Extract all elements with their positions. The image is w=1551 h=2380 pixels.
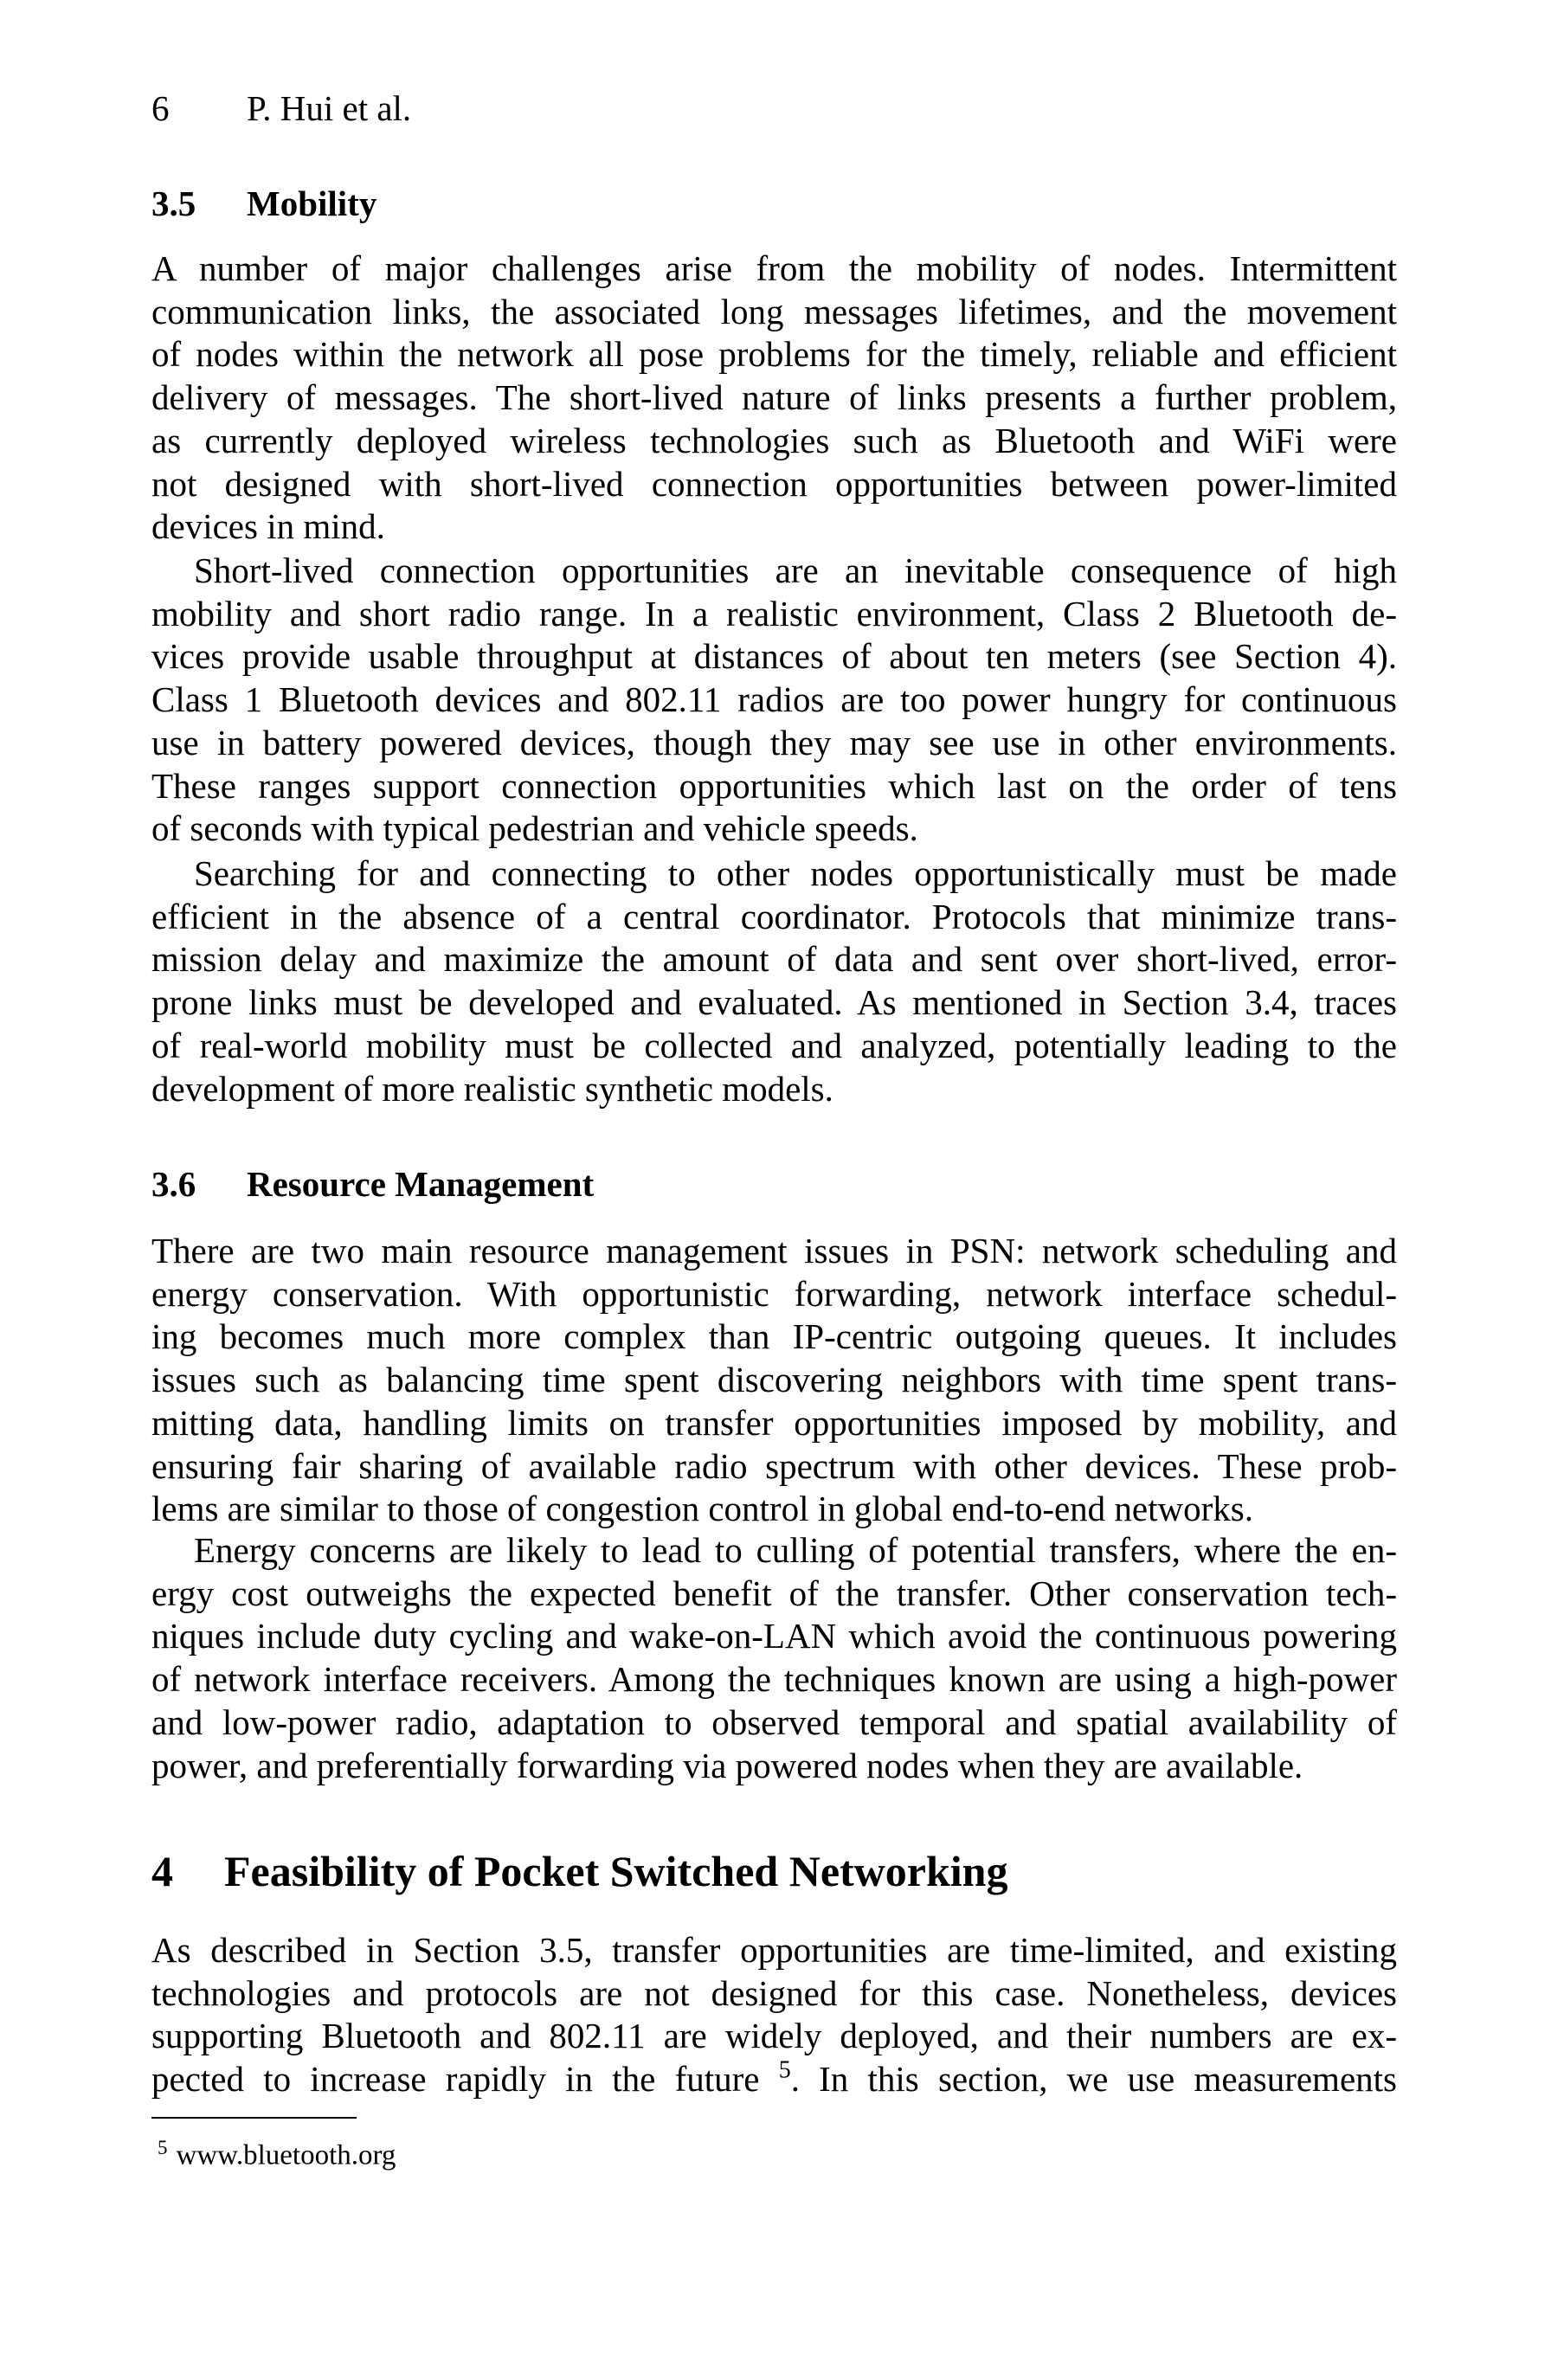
- paragraph-feasibility-1: [151, 1929, 1397, 2101]
- text-line: Searching for and connecting to other nodes opportunistically must be made: [194, 853, 1397, 893]
- section-title: Mobility: [247, 183, 377, 223]
- section-heading-3-6: [151, 1163, 595, 1206]
- text-line: energy conservation. With opportunistic forwarding, network interface schedul-: [151, 1273, 1397, 1314]
- text-line: [151, 2058, 1397, 2101]
- text-line: mission delay and maximize the amount of data and sent over short-lived, error-: [151, 939, 1397, 980]
- text-line: As described in Section 3.5, transfer opportunities are time-limited, and existing: [151, 1930, 1397, 1970]
- section-heading-3-5: [151, 183, 377, 226]
- footnote-reference[interactable]: 5: [778, 2056, 791, 2084]
- text-span: . In this section, we use measurements: [790, 2059, 1397, 2100]
- section-number: 4: [151, 1847, 173, 1895]
- text-line: lems are similar to those of congestion control in global end-to-end networks.: [151, 1489, 1253, 1529]
- text-line: ensuring fair sharing of available radio spectrum with other devices. These prob-: [151, 1445, 1397, 1486]
- text-line: use in battery powered devices, though they may see use in other environments.: [151, 722, 1397, 762]
- text-line: of network interface receivers. Among the techniques known are using a high-power: [151, 1659, 1397, 1700]
- paragraph-mobility-1: [151, 248, 1397, 549]
- paragraph-mobility-3: [151, 852, 1397, 1110]
- section-title: Resource Management: [247, 1164, 595, 1204]
- paragraph-resource-1: [151, 1230, 1397, 1531]
- text-line: communication links, the associated long messages lifetimes, and the movement: [151, 291, 1397, 331]
- text-line: of seconds with typical pedestrian and vehicle speeds.: [151, 808, 918, 849]
- text-line: technologies and protocols are not designed for this case. Nonetheless, devices: [151, 1972, 1397, 2013]
- text-line: issues such as balancing time spent discovering neighbors with time spent trans-: [151, 1360, 1397, 1400]
- text-line: Short-lived connection opportunities are an inevitable consequence of high: [194, 550, 1397, 590]
- text-line: vices provide usable throughput at distances of about ten meters (see Section 4).: [151, 636, 1397, 677]
- text-line: mobility and short radio range. In a realistic environment, Class 2 Bluetooth de-: [151, 593, 1397, 634]
- footnote-mark: 5: [158, 2137, 168, 2158]
- text-line: and low-power radio, adaptation to observed temporal and spatial availability of: [151, 1701, 1397, 1742]
- text-line: mitting data, handling limits on transfer opportunities imposed by mobility, and: [151, 1402, 1397, 1443]
- section-title: Feasibility of Pocket Switched Networking: [224, 1847, 1008, 1895]
- section-number: 3.5: [151, 183, 196, 223]
- section-number: 3.6: [151, 1164, 196, 1204]
- text-line: supporting Bluetooth and 802.11 are widely deployed, and their numbers are ex-: [151, 2016, 1397, 2056]
- footnote: [158, 2131, 396, 2173]
- running-header: [151, 87, 412, 131]
- footnote-rule: [151, 2117, 357, 2119]
- text-line: Energy concerns are likely to lead to culling of potential transfers, where the en-: [194, 1530, 1397, 1570]
- text-span: pected to increase rapidly in the future: [151, 2059, 779, 2100]
- text-line: prone links must be developed and evaluated. As mentioned in Section 3.4, traces: [151, 982, 1397, 1023]
- text-line: There are two main resource management issues in PSN: network scheduling and: [151, 1231, 1397, 1270]
- section-heading-4: [151, 1845, 1008, 1897]
- text-line: niques include duty cycling and wake-on-LAN which avoid the continuous powering: [151, 1616, 1397, 1656]
- text-line: These ranges support connection opportunities which last on the order of tens: [151, 765, 1397, 806]
- text-line: A number of major challenges arise from the mobility of nodes. Intermittent: [151, 248, 1397, 288]
- text-line: delivery of messages. The short-lived nature of links presents a further problem,: [151, 377, 1397, 418]
- footnote-text[interactable]: www.bluetooth.org: [176, 2139, 396, 2171]
- text-line: as currently deployed wireless technologies such as Bluetooth and WiFi were: [151, 420, 1397, 460]
- page-number: 6: [151, 88, 170, 128]
- text-line: of nodes within the network all pose problems for the timely, reliable and efficient: [151, 334, 1397, 375]
- text-line: ergy cost outweighs the expected benefit of the transfer. Other conservation tech-: [151, 1573, 1397, 1613]
- text-line: power, and preferentially forwarding via powered nodes when they are available.: [151, 1745, 1303, 1785]
- text-line: efficient in the absence of a central coordinator. Protocols that minimize trans-: [151, 896, 1397, 936]
- paragraph-mobility-2: [151, 550, 1397, 851]
- paragraph-resource-2: [151, 1529, 1397, 1787]
- text-line: development of more realistic synthetic models.: [151, 1068, 833, 1109]
- text-line: Class 1 Bluetooth devices and 802.11 radios are too power hungry for continuous: [151, 679, 1397, 720]
- text-line: devices in mind.: [151, 506, 385, 547]
- text-line: ing becomes much more complex than IP-centric outgoing queues. It includes: [151, 1316, 1397, 1357]
- text-line: of real-world mobility must be collected and analyzed, potentially leading to the: [151, 1025, 1397, 1065]
- running-authors: P. Hui et al.: [247, 88, 412, 128]
- text-line: not designed with short-lived connection opportunities between power-limited: [151, 463, 1397, 504]
